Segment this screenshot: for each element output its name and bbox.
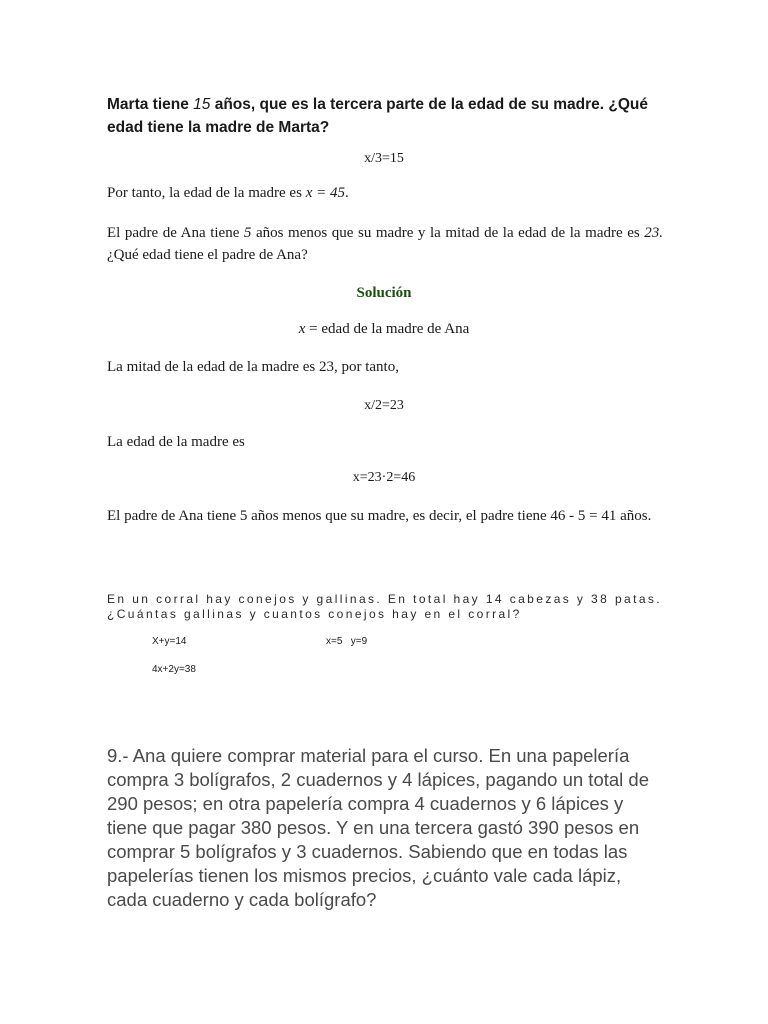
problem-corral-equation-1: X+y=14 (152, 636, 187, 647)
paragraph-mother-age: La edad de la madre es (107, 434, 245, 450)
variable-definition (0, 318, 768, 340)
equation-2: x/2=23 (364, 398, 404, 413)
problem-1-part-b: años, que es la tercera parte de la edad de su madre. ¿Qué edad tiene la madre de Marta? (107, 96, 649, 136)
problem-2-statement (107, 222, 663, 266)
paragraph-result-1 (107, 182, 663, 204)
problem-2-statement-c: ¿Qué edad tiene el padre de Ana? (107, 247, 308, 263)
problem-1-text (107, 93, 663, 139)
problem-2-statement-a: El padre de Ana tiene (107, 225, 244, 241)
paragraph-result-1-math: x = 45 (305, 185, 345, 201)
paragraph-result-1-text: Por tanto, la edad de la madre es (107, 185, 306, 201)
paragraph-result-1-end: . (344, 185, 349, 201)
variable-definition-text: = edad de la madre de Ana (305, 321, 470, 337)
variable-x: x (298, 321, 306, 337)
paragraph-half-age: La mitad de la edad de la madre es 23, por tanto, (107, 359, 399, 375)
problem-2-number-5: 5 (243, 225, 252, 241)
paragraph-conclusion: El padre de Ana tiene 5 años menos que su madre, es decir, el padre tiene 46 - 5 = 41 años. (107, 508, 652, 524)
problem-1-part-a: Marta tiene (107, 96, 194, 113)
problem-1-number: 15 (193, 96, 211, 113)
problem-corral-text: En un corral hay conejos y gallinas. En total hay 14 cabezas y 38 patas. ¿Cuántas gallinas y cuantos conejos hay en el corral? (107, 592, 663, 621)
solution-heading: Solución (356, 285, 412, 301)
equation-1: x/3=15 (364, 151, 404, 166)
equation-3: x=23·2=46 (352, 470, 416, 485)
problem-corral-answer: x=5 y=9 (326, 636, 368, 647)
problem-2-statement-b: años menos que su madre y la mitad de la edad de la madre es (251, 225, 645, 241)
problem-2-number-23: 23. (644, 225, 663, 241)
problem-9-text: 9.- Ana quiere comprar material para el curso. En una papelería compra 3 bolígrafos, 2 cuadernos y 4 lápices, pagando un total de 290 pesos; en otra papelería compra 4 cuadernos y 6 lápices y tiene que pagar 380 pesos. Y en una tercera gastó 390 pesos en comprar 5 bolígrafos y 3 cuadernos. Sabiendo que en todas las papelerías tienen los mismos precios, ¿cuánto vale cada lápiz, cada cuaderno y cada bolígrafo? (107, 745, 649, 910)
problem-corral-equation-2: 4x+2y=38 (152, 664, 196, 675)
